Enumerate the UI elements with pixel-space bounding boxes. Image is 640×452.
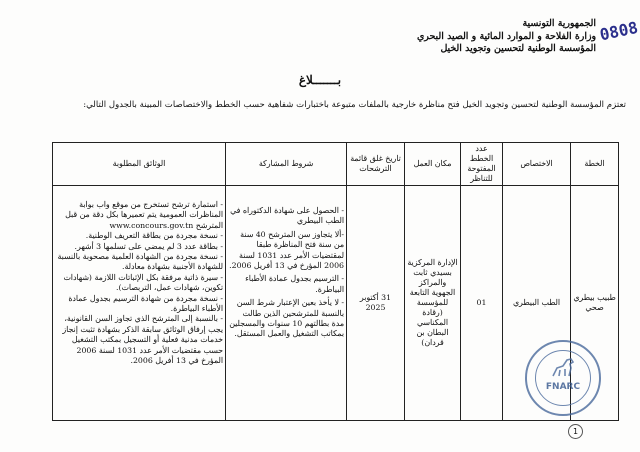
cell-closing-date: 31 أكتوبر 2025 [347,186,405,421]
header-documents: الوثائق المطلوبة [53,143,226,186]
cell-documents [53,186,226,421]
page-number: 1 [568,424,583,439]
cell-conditions [226,186,347,421]
header-plan: الخطة [571,143,619,186]
header-positions: عدد الخطط المفتوحة للتناظر [461,143,503,186]
header-specialty: الاختصاص [503,143,571,186]
header-workplace: مكان العمل [405,143,461,186]
document-item: - نسخة مجردة من الشهادة العلمية مصحوبة بالنسبة للشهادة الأجنبية بشهادة معادلة. [57,252,223,272]
header-country: الجمهورية التونسية [522,18,596,29]
cell-positions: 01 [461,186,503,421]
document-item: - بطاقة عدد 3 لم يمضي على تسلمها 3 أشهر. [74,241,223,251]
official-stamp [525,340,601,416]
document-item: - بالنسبة إلى المترشح الذي تجاوز السن القانونية، يجب إرفاق الوثائق سابقة الذكر بشهادة تثبت إنجاز خدمات مدنية فعلية أو التسجيل بمكتب التشغيل حسب مقتضيات الأمر عدد 1031 لسنة 2006 المؤرخ في 13 أفريل 2006. [62,314,223,366]
header-closing-date: تاريخ غلق قائمة الترشحات [347,143,405,186]
condition-item: - الحصول على شهادة الدكتوراه في الطب البيطري [230,206,344,226]
notice-title: بـــــــلاغ [298,73,342,87]
condition-item: -ألا يتجاوز سن المترشح 40 سنة من سنة فتح المناظرة طبقا لمقتضيات الأمر عدد 1031 لسنة 2006 المؤرخ في 13 أفريل 2006. [229,229,344,271]
document-item: - نسخة مجردة من بطاقة التعريف الوطنية. [85,231,223,241]
header-institution: المؤسسة الوطنية لتحسين وتجويد الخيل [440,43,596,54]
table-header-row [53,143,619,186]
document-item: - نسخة مجردة من شهادة الترسيم بجدول عمادة الأطباء البياطرة. [68,293,223,314]
document-header [417,18,596,56]
reference-number: 0808 [597,17,640,45]
condition-item: - الترسيم بجدول عمادة الأطباء البياطرة. [245,274,344,294]
document-item: - استمارة ترشح تستخرج من موقع واب بوابة المناظرات العمومية يتم تعميرها بكل دقة من قبل المترشح www.concours.gov.tn [65,200,223,230]
condition-item: - لا يأخذ بعين الإعتبار شرط السن بالنسبة للمترشحين الذين طالت مدة بطالتهم 10 سنوات والمسجلين بمكاتب التشغيل والعمل المستقل. [229,298,344,339]
header-conditions: شروط المشاركة [226,143,347,186]
stamp-text: FNARC [545,382,581,392]
cell-workplace: الإدارة المركزية بسيدي ثابت والمراكز الجهوية التابعة للمؤسسة (رقادة المكناسي البطان بن قردان) [405,186,461,421]
horse-icon [549,356,579,380]
document-item: - سيرة ذاتية مرفقة بكل الإثباتات اللازمة (شهادات تكوين، شهادات عمل، التربصات). [63,272,223,293]
cell-specialty: الطب البيطري [503,186,571,421]
cell-plan: طبيب بيطري صحي [571,186,619,421]
intro-paragraph: تعتزم المؤسسة الوطنية لتحسين وتجويد الخيل فتح مناظرة خارجية بالملفات متبوعة باختبارات شفاهية حسب الخطط والاختصاصات المبينة بالجدول التالي: [83,100,626,110]
header-ministry: وزارة الفلاحة و الموارد المائية و الصيد البحري [416,30,596,42]
